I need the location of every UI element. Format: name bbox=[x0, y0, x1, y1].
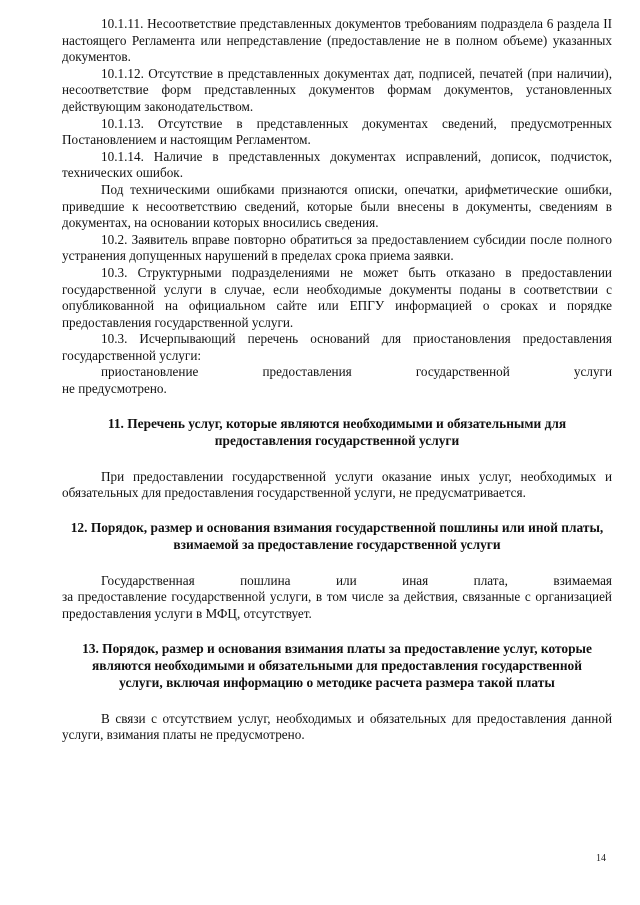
section-12-text: за предоставление государственной услуги, в том числе за действия, связанные с организацией предоставления услуги в МФЦ, отсутствует. bbox=[62, 589, 612, 622]
section-11-heading: 11. Перечень услуг, которые являются необходимыми и обязательными для предоставления государственной услуги bbox=[107, 415, 567, 448]
paragraph-10-1-12: 10.1.12. Отсутствие в представленных документах дат, подписей, печатей (при наличии), несоответствие форм представленных документов формам документов, установленных действующим законодательством. bbox=[62, 65, 612, 114]
paragraph-10-3-suspension: 10.3. Исчерпывающий перечень оснований для приостановления предоставления государственной услуги: bbox=[62, 331, 612, 363]
paragraph-suspension-value: приостановление предоставления государственной услуги bbox=[101, 364, 612, 380]
page-number: 14 bbox=[596, 853, 606, 864]
paragraph-10-3-refusal: 10.3. Структурными подразделениями не может быть отказано в предоставлении государственной услуги в случае, если необходимые документы поданы в соответствии с опубликованной на официальном сайте или ЕПГУ информацией о сроках и порядке предоставления государственной услуги. bbox=[62, 264, 612, 330]
section-12-text-line1: Государственная пошлина или иная плата, взимаемая bbox=[101, 572, 612, 588]
paragraph-10-2: 10.2. Заявитель вправе повторно обратиться за предоставлением субсидии после полного устранения допущенных нарушений в пределах срока приема заявки. bbox=[62, 231, 612, 264]
paragraph-not-provided: не предусмотрено. bbox=[62, 381, 167, 397]
section-13-heading: 13. Порядок, размер и основания взимания платы за предоставление услуг, которые являются необходимыми и обязательными для предоставления государственной услуги, включая информацию о методике расчета размера такой платы bbox=[82, 640, 592, 690]
paragraph-10-1-11: 10.1.11. Несоответствие представленных документов требованиям подраздела 6 раздела II настоящего Регламента или непредставление (предоставление не в полном объеме) указанных документов. bbox=[62, 16, 612, 65]
section-11-text: При предоставлении государственной услуги оказание иных услуг, необходимых и обязательных для предоставления государственной услуги, не предусматривается. bbox=[62, 468, 612, 501]
paragraph-technical-errors: Под техническими ошибками признаются описки, опечатки, арифметические ошибки, приведшие к несоответствию сведений, которые были внесены в документы, сведениям в документах, на основании которых вносились сведения. bbox=[62, 181, 612, 231]
document-page bbox=[62, 16, 612, 744]
section-13-text: В связи с отсутствием услуг, необходимых и обязательных для предоставления данной услуги, взимания платы не предусмотрено. bbox=[62, 710, 612, 743]
section-12-heading: 12. Порядок, размер и основания взимания государственной пошлины или иной платы, взимаемой за предоставление государственной услуги bbox=[70, 519, 604, 552]
paragraph-10-1-13: 10.1.13. Отсутствие в представленных документах сведений, предусмотренных Постановлением и настоящим Регламентом. bbox=[62, 115, 612, 148]
paragraph-10-1-14: 10.1.14. Наличие в представленных документах исправлений, дописок, подчисток, технических ошибок. bbox=[62, 148, 612, 181]
